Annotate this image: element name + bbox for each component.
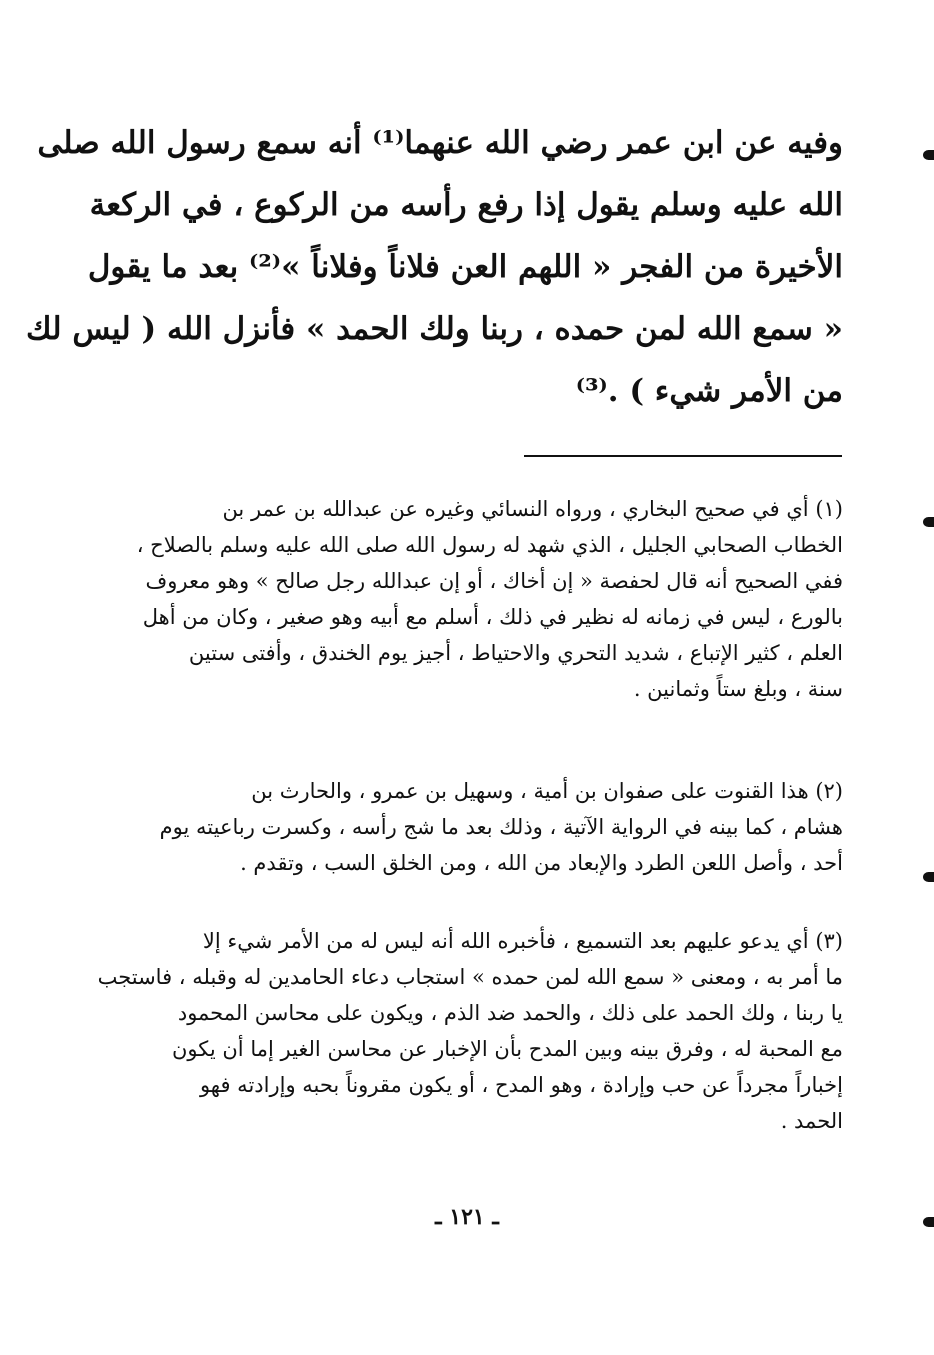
footnote-line: الخطاب الصحابي الجليل ، الذي شهد له رسول الله صلى الله عليه وسلم بالصلاح ، xyxy=(136,533,843,557)
footnote-divider xyxy=(524,455,842,457)
footnote-line: يا ربنا ، ولك الحمد على ذلك ، والحمد ضد الذم ، ويكون على محاسن المحمود xyxy=(177,1001,843,1025)
footnote-line: هشام ، كما بينه في الرواية الآتية ، وذلك بعد ما شج رأسه ، وكسرت رباعيته يوم xyxy=(159,815,843,839)
footnote-line: الحمد . xyxy=(780,1109,843,1133)
footnote-3 xyxy=(97,923,843,1139)
footnote-line: (١) أي في صحيح البخاري ، ورواه النسائي وغيره عن عبدالله بن عمر بن xyxy=(222,497,843,521)
page-edge-mark xyxy=(923,150,934,160)
main-text-line: الله عليه وسلم يقول إذا رفع رأسه من الركوع ، في الركعة xyxy=(89,187,843,223)
footnote-line: العلم ، كثير الإتباع ، شديد التحري والاحتياط ، أجيز يوم الخندق ، وأفتى ستين xyxy=(188,641,843,665)
footnote-line: مع المحبة له ، وفرق بينه وبين المدح بأن الإخبار عن محاسن الغير إما أن يكون xyxy=(172,1037,843,1061)
footnote-1 xyxy=(108,491,843,707)
page-edge-mark xyxy=(923,517,934,527)
footnote-line: (٣) أي يدعو عليهم بعد التسميع ، فأخبره الله أنه ليس له من الأمر شيء إلا xyxy=(202,929,843,953)
main-text-line: « سمع الله لمن حمده ، ربنا ولك الحمد » فأنزل الله ( ليس لك xyxy=(26,311,843,347)
page-number: ـ ١٢١ ـ xyxy=(435,1204,499,1230)
footnote-2 xyxy=(108,773,843,881)
footnote-line: سنة ، وبلغ ستاً وثمانين . xyxy=(633,677,843,701)
footnote-line: إخباراً مجرداً عن حب وإرادة ، وهو المدح ، أو يكون مقروناً بحبه وإرادته فهو xyxy=(199,1073,843,1097)
main-text-line: وفيه عن ابن عمر رضي الله عنهما⁽¹⁾ أنه سمع رسول الله صلى xyxy=(37,125,843,161)
main-text-block xyxy=(26,112,843,422)
page-edge-mark xyxy=(923,872,934,882)
main-text-line: الأخيرة من الفجر « اللهم العن فلاناً وفلاناً »⁽²⁾ بعد ما يقول xyxy=(87,249,843,285)
footnote-line: أحد ، وأصل اللعن الطرد والإبعاد من الله ، ومن الخلق السب ، وتقدم . xyxy=(240,851,843,875)
footnote-line: ففي الصحيح أنه قال لحفصة « إن أخاك ، أو إن عبدالله رجل صالح » وهو معروف xyxy=(145,569,843,593)
footnote-line: ما أمر به ، ومعنى « سمع الله لمن حمده » استجاب دعاء الحامدين له وقبله ، فاستجب xyxy=(97,965,843,989)
footnote-line: (٢) هذا القنوت على صفوان بن أمية ، وسهيل بن عمرو ، والحارث بن xyxy=(251,779,843,803)
main-text-line: من الأمر شيء ) .⁽³⁾ xyxy=(575,373,843,409)
page-edge-mark xyxy=(923,1217,934,1227)
footnote-line: بالورع ، ليس في زمانه له نظير في ذلك ، أسلم مع أبيه وهو صغير ، وكان من أهل xyxy=(142,605,843,629)
